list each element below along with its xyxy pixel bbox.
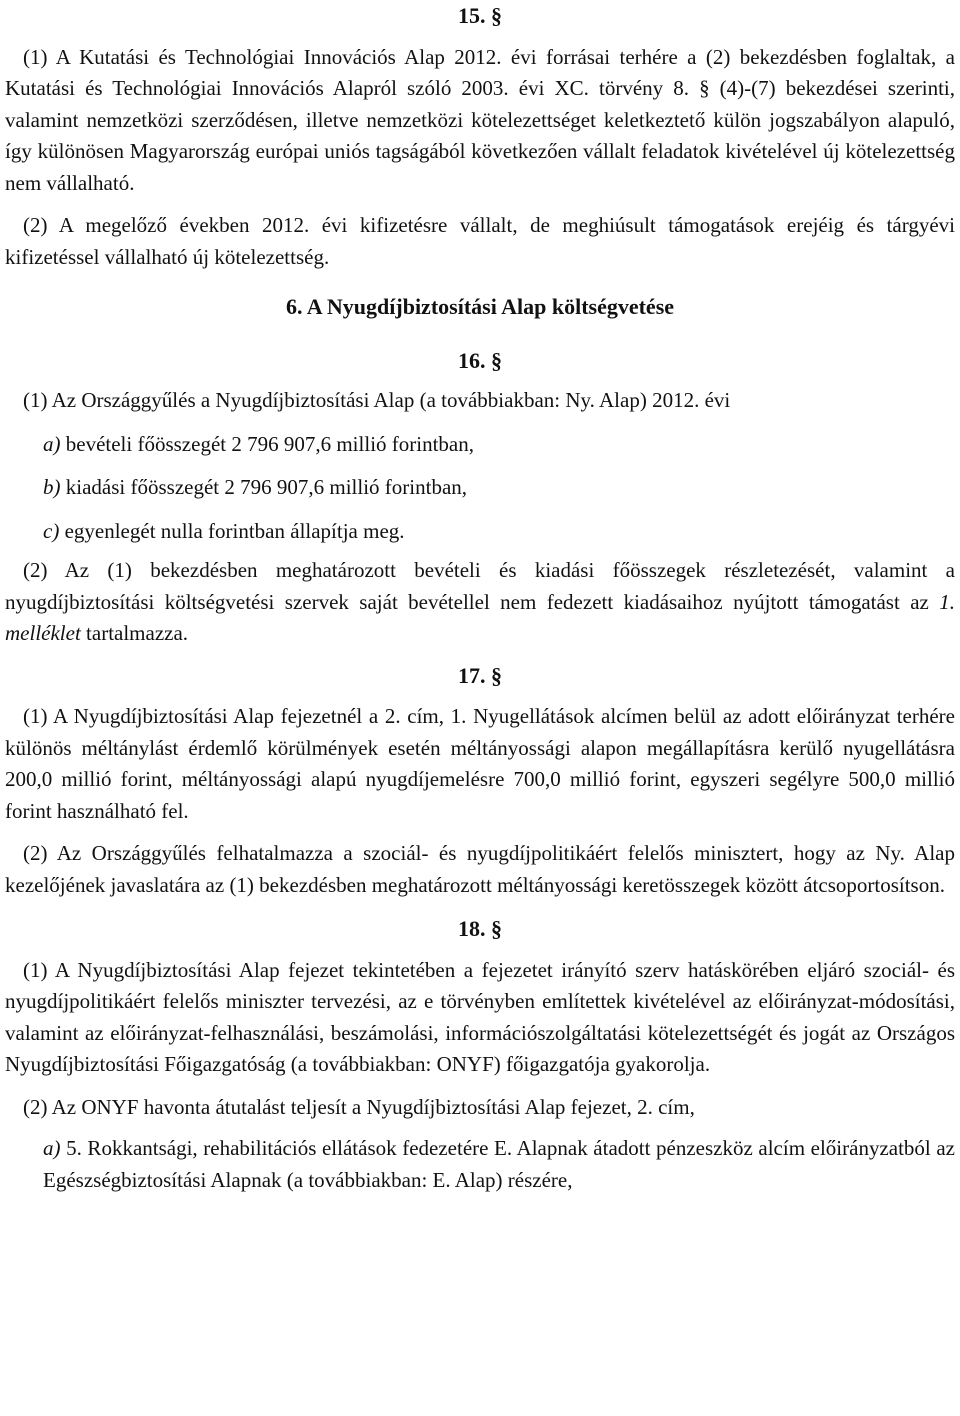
section-17-paragraph-2: (2) Az Országgyűlés felhatalmazza a szociál- és nyugdíjpolitikáért felelős minisztert, hogy az Ny. Alap kezelőjének javaslatára az (1) bekezdésben meghatározott méltányossági keretösszegek között átcsoportosítson. <box>5 841 955 897</box>
section-16-item-b <box>5 472 955 504</box>
document-page <box>5 0 955 1196</box>
annex-reference: 1. melléklet <box>5 589 955 645</box>
item-a-label: a) <box>43 1136 61 1160</box>
item-b-label: b) <box>43 475 61 499</box>
item-a-label: a) <box>43 431 61 456</box>
section-15-paragraph-2: (2) A megelőző években 2012. évi kifizetésre vállalt, de meghiúsult támogatások erejéig és tárgyévi kifizetéssel vállalható új kötelezettség. <box>5 213 955 269</box>
section-16-paragraph-2 <box>5 555 955 650</box>
section-16-item-a <box>5 429 955 461</box>
section-18-paragraph-2: (2) Az ONYF havonta átutalást teljesít a Nyugdíjbiztosítási Alap fejezet, 2. cím, <box>23 1094 695 1119</box>
item-b-text: kiadási főösszegét 2 796 907,6 millió forintban, <box>60 475 468 499</box>
section-16-paragraph-1: (1) Az Országgyűlés a Nyugdíjbiztosítási Alap (a továbbiakban: Ny. Alap) 2012. évi <box>23 388 731 412</box>
item-a-text: 5. Rokkantsági, rehabilitációs ellátások fedezetére E. Alapnak átadott pénzeszköz alcím előirányzatból az Egészségbiztosítási Alapnak (a továbbiakban: E. Alap) részére, <box>43 1136 955 1192</box>
section-16-heading: 16. § <box>458 347 502 373</box>
section-15-paragraph-1: (1) A Kutatási és Technológiai Innovációs Alap 2012. évi forrásai terhére a (2) bekezdésben foglaltak, a Kutatási és Technológiai Innovációs Alapról szóló 2003. évi XC. törvény 8. § (4)-(7) bekezdései szerinti, valamint nemzetközi szerződésen, illetve nemzetközi kötelezettséget keletkeztető külön jogszabályon alapuló, így különösen Magyarország európai uniós tagságából következően vállalt feladatok kivételével új kötelezettség nem vállalható. <box>5 44 955 195</box>
section-17-heading: 17. § <box>458 662 502 688</box>
section-18-item-a <box>5 1133 955 1196</box>
item-c-label: c) <box>43 518 60 543</box>
section-18-paragraph-1: (1) A Nyugdíjbiztosítási Alap fejezet tekintetében a fejezetet irányító szerv hatáskörében eljáró szociál- és nyugdíjpolitikáért felelős miniszter tervezési, az e törvényben említettek kivételével az előirányzat-módosítási, valamint az előirányzat-felhasználási, beszámolási, információszolgáltatási kötelezettségét és jogát az Országos Nyugdíjbiztosítási Főigazgatóság (a továbbiakban: ONYF) főigazgatója gyakorolja. <box>5 957 955 1076</box>
paragraph-2-text: (2) Az (1) bekezdésben meghatározott bevételi és kiadási főösszegek részletezését, valamint a nyugdíjbiztosítási költségvetési szervek saját bevétellel nem fedezett kiadásaihoz nyújtott támogatást az <box>5 558 955 614</box>
section-17-paragraph-1: (1) A Nyugdíjbiztosítási Alap fejezetnél a 2. cím, 1. Nyugellátások alcímen belül az adott előirányzat terhére különös méltánylást érdemlő körülmények esetén méltányossági alapon megállapításra kerülő nyugellátásra 200,0 millió forint, méltányossági alapú nyugdíjemelésre 700,0 millió forint, egyszeri segélyre 500,0 millió forint használható fel. <box>5 704 955 823</box>
section-16-item-c <box>5 516 955 548</box>
paragraph-2-end: tartalmazza. <box>80 621 189 645</box>
section-15-heading: 15. § <box>458 3 502 28</box>
chapter-6-title: 6. A Nyugdíjbiztosítási Alap költségvetése <box>285 294 675 319</box>
section-18-heading: 18. § <box>458 916 502 941</box>
item-a-text: bevételi főösszegét 2 796 907,6 millió forintban, <box>60 431 474 456</box>
item-c-text: egyenlegét nulla forintban állapítja meg. <box>59 518 405 543</box>
